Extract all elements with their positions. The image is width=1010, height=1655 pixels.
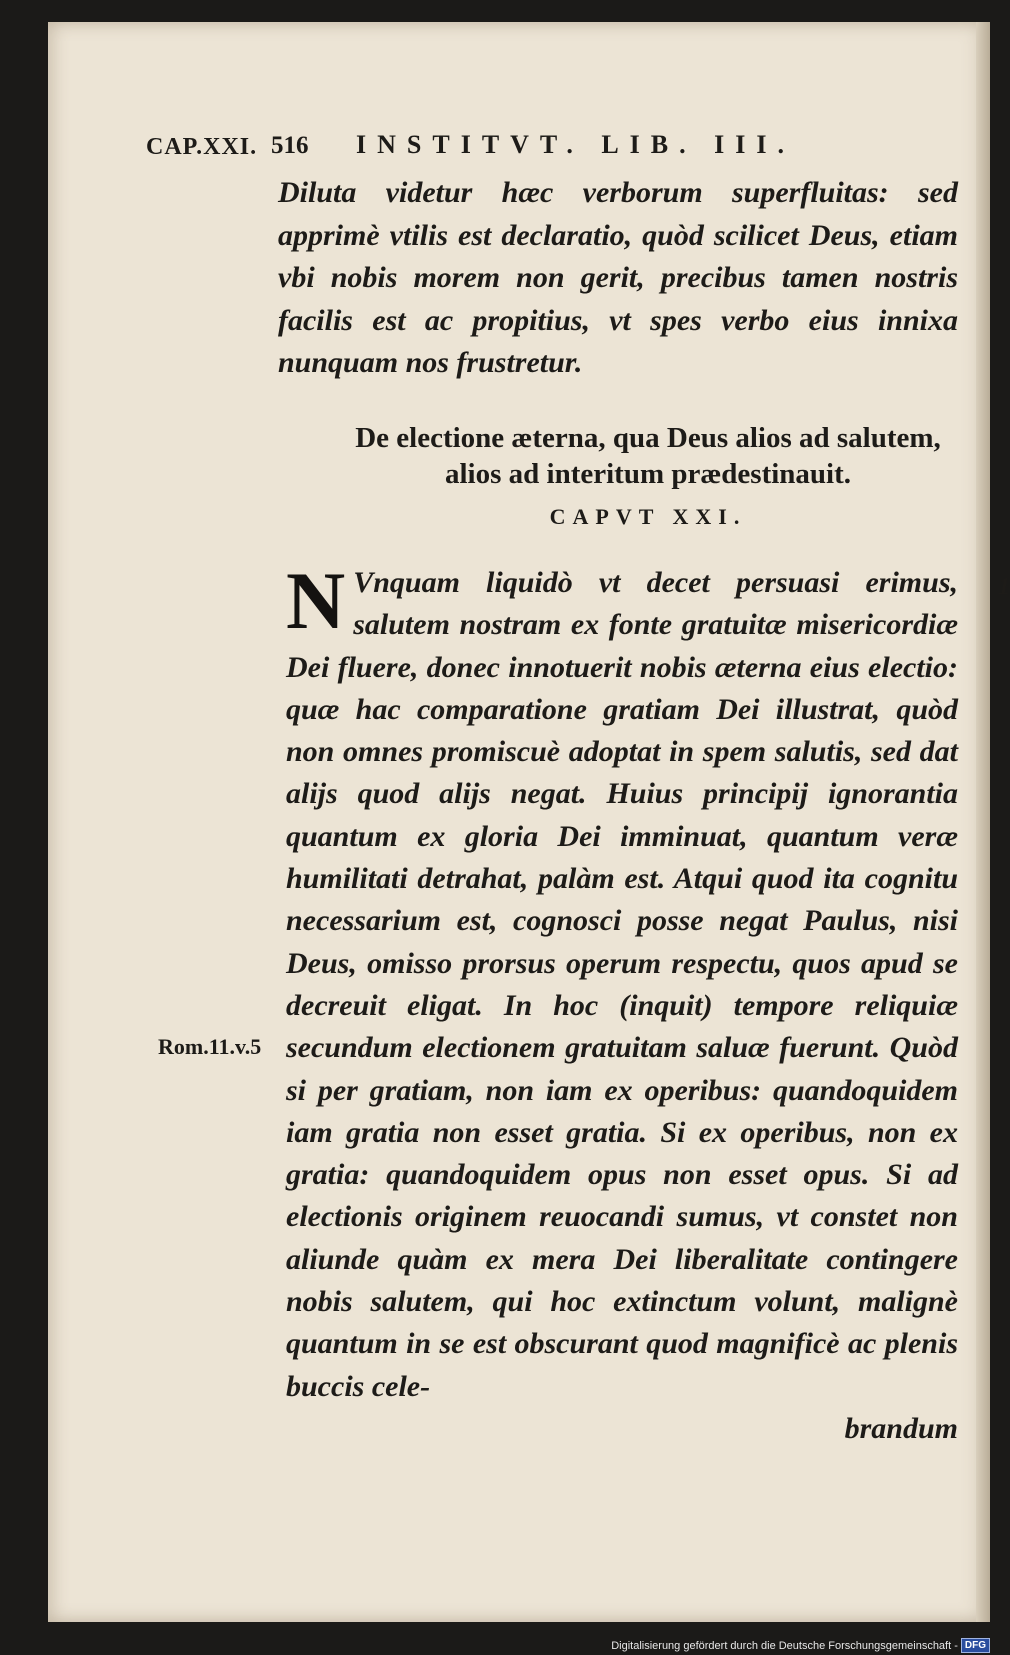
- margin-scripture-reference: Rom.11.v.5: [158, 1034, 262, 1059]
- book-page: [48, 22, 1010, 1622]
- catchword: brandum: [844, 1411, 958, 1445]
- drop-cap: N: [286, 555, 346, 646]
- page-number: 516: [271, 132, 309, 159]
- caput-label: CAPVT XXI.: [549, 504, 747, 529]
- running-head: [146, 126, 906, 166]
- dfg-logo-icon: DFG: [961, 1638, 990, 1653]
- main-paragraph: [286, 555, 958, 1450]
- main-paragraph-text: Vnquam liquidò vt decet persuasi erimus, salutem nostram ex fonte gratuitæ misericordiæ Dei fluere, donec innotuerit nobis æterna eius electio: quæ hac comparatione gratiam Dei illustrat, quòd non omnes promiscuè adoptat in spem salutis, sed dat alijs quod alijs negat. Huius principij ignorantia quantum ex gloria Dei imminuat, quantum veræ humilitati detrahat, palàm est. Atqui quod ita cognitu necessarium est, cognosci posse negat Paulus, nisi Deus, omisso prorsus operum respectu, quos apud se decreuit eligat. In hoc (inquit) tempore reliquiæ secundum electionem gratuitam saluæ fuerunt. Quòd si per gratiam, non iam ex operibus: quandoquidem iam gratia non esset gratia. Si ex operibus, non ex gratia: quandoquidem opus non esset opus. Si ad electionis originem reuocandi sumus, vt constet non aliunde quàm ex mera Dei liberalitate contingere nobis salutem, qui hoc extinctum volunt, malignè quantum in se est obscurant quod magnificè ac plenis buccis cele-: [286, 566, 958, 1403]
- page-edge: [976, 22, 990, 1622]
- running-head-chapter: CAP.XXI.: [146, 134, 258, 160]
- previous-paragraph: Diluta videtur hæc verborum superfluitas: sed apprimè vtilis est declaratio, quòd scilicet Deus, etiam vbi nobis morem non gerit, precibus tamen nostris facilis est ac propitius, vt spes verbo eius innixa nunquam nos frustretur.: [278, 176, 958, 379]
- digitization-footer: [611, 1638, 990, 1653]
- chapter-heading: De electione æterna, qua Deus alios ad salutem, alios ad interitum prædestinauit.: [355, 422, 941, 490]
- running-head-title: INSTITVT. LIB. III.: [356, 130, 796, 159]
- margin-section-number: 1: [998, 574, 1010, 600]
- footer-text: Digitalisierung gefördert durch die Deutsche Forschungsgemeinschaft -: [611, 1639, 958, 1652]
